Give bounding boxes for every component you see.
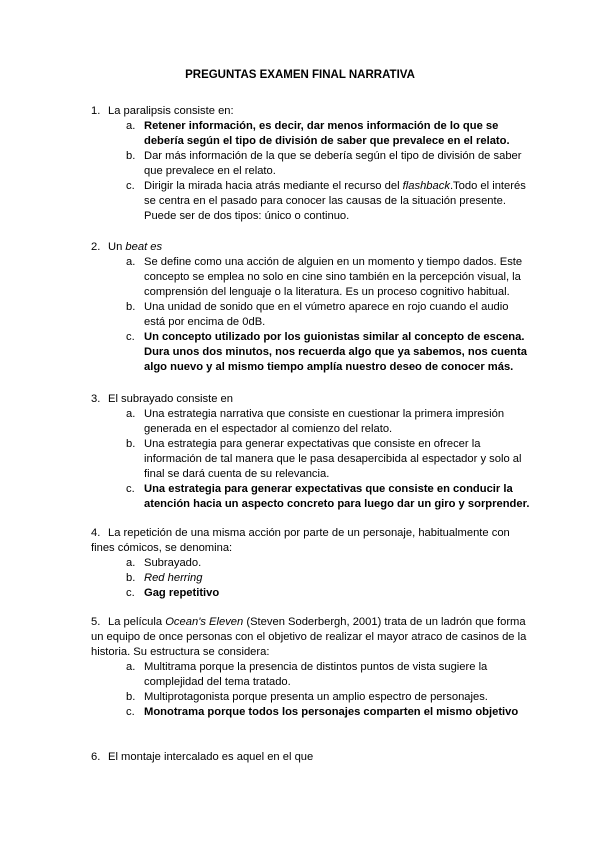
options-list [91,119,531,224]
option-label: a. [126,661,136,673]
option-label: a. [126,557,136,569]
option-a [91,119,531,149]
option-text: Dar más información de la que se debería según el tipo de división de saber que prevalece en el relato. [144,150,522,177]
question-5 [91,615,531,720]
option-c [91,586,531,601]
question-number: 4. [91,527,101,539]
page-title: PREGUNTAS EXAMEN FINAL NARRATIVA [185,69,415,81]
option-label: a. [126,408,136,420]
option-text: Una estrategia para generar expectativas que consiste en ofrecer la información de tal manera que le pasa desapercibida al espectador y solo al final se dará cuenta de su relevancia. [144,438,522,480]
option-label: b. [126,438,136,450]
question-number: 6. [91,751,101,763]
option-label: a. [126,120,136,132]
option-label: b. [126,150,136,162]
question-stem: La repetición de una misma acción por parte de un personaje, habitualmente con fines cómicos, se denomina: [91,527,510,554]
option-b [91,149,531,179]
option-text: Un concepto utilizado por los guionistas similar al concepto de escena. Dura unos dos minutos, nos recuerda algo que ya sabemos, nos cuenta algo nuevo y al mismo tiempo amplía nuestro deseo de conocer más. [144,331,527,373]
option-label: b. [126,691,136,703]
option-label: b. [126,572,136,584]
option-c [91,482,531,512]
option-b [91,690,531,705]
question-2 [91,240,531,375]
question-6 [91,750,531,765]
option-b [91,300,531,330]
question-number: 1. [91,105,101,117]
option-text: Subrayado. [144,557,202,569]
option-text: Retener información, es decir, dar menos información de lo que se debería según el tipo de división de saber que prevalece en el relato. [144,120,510,147]
question-stem: La paralipsis consiste en: [108,105,234,117]
option-label: c. [126,706,135,718]
option-a [91,407,531,437]
option-b [91,571,531,586]
option-text: Se define como una acción de alguien en un momento y tiempo dados. Este concepto se emplea no solo en cine sino también en la percepción visual, la comprensión del lenguaje o la literatura. Es un proceso cognitivo habitual. [144,256,523,298]
option-label: c. [126,483,135,495]
question-stem: Un beat es [108,241,163,253]
option-text: Dirigir la mirada hacia atrás mediante el recurso del flashback.Todo el interés se centra en el pasado para conocer las causas de la situación presente. Puede ser de dos tipos: único o continuo. [144,180,526,222]
option-a [91,556,531,571]
question-1 [91,104,531,224]
option-label: b. [126,301,136,313]
question-3 [91,392,531,512]
option-b [91,437,531,482]
option-label: a. [126,256,136,268]
option-text: Multiprotagonista porque presenta un amplio espectro de personajes. [144,691,488,703]
option-text: Una estrategia narrativa que consiste en cuestionar la primera impresión generada en el espectador al comienzo del relato. [144,408,505,435]
question-stem: El montaje intercalado es aquel en el que [108,751,314,763]
option-a [91,255,531,300]
option-text: Red herring [144,572,203,584]
option-label: c. [126,587,135,599]
options-list [91,407,531,512]
question-stem: La película Ocean's Eleven (Steven Soderbergh, 2001) trata de un ladrón que forma un equipo de once personas con el objetivo de realizar el mayor atraco de casinos de la historia. Su estructura se considera: [91,616,527,658]
option-text: Una estrategia para generar expectativas que consiste en conducir la atención hacia un aspecto concreto para luego dar un giro y sorprender. [144,483,530,510]
question-4 [91,526,531,601]
option-text: Gag repetitivo [144,587,220,599]
question-number: 5. [91,616,101,628]
option-c [91,705,531,720]
option-text: Multitrama porque la presencia de distintos puntos de vista sugiere la complejidad del tema tratado. [144,661,488,688]
option-text: Una unidad de sonido que en el vúmetro aparece en rojo cuando el audio está por encima de 0dB. [144,301,509,328]
option-c [91,330,531,375]
option-label: c. [126,180,135,192]
option-label: c. [126,331,135,343]
question-number: 2. [91,241,101,253]
options-list [91,660,531,720]
question-number: 3. [91,393,101,405]
options-list [91,255,531,375]
options-list [91,556,531,601]
question-stem: El subrayado consiste en [108,393,234,405]
option-c [91,179,531,224]
option-text: Monotrama porque todos los personajes comparten el mismo objetivo [144,706,519,718]
option-a [91,660,531,690]
